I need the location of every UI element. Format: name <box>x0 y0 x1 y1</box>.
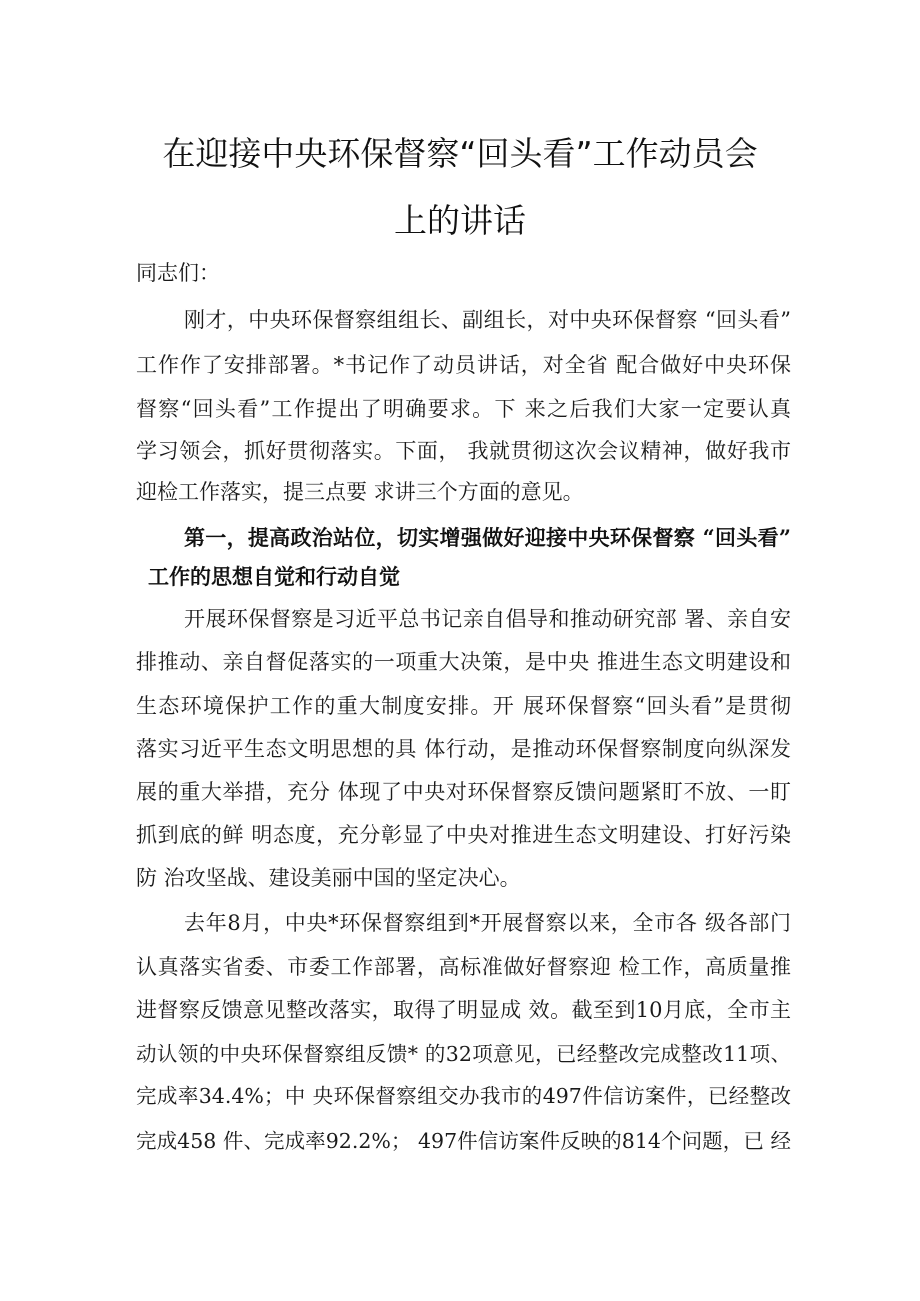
paragraph-2-line: 开展环保督察是习近平总书记亲自倡导和推动研究部 署、亲自安 <box>184 607 791 631</box>
paragraph-2-line: 落实习近平生态文明思想的具 体行动，是推动环保督察制度向纵深发 <box>136 737 791 761</box>
paragraph-3-line: 认真落实省委、市委工作部署，高标准做好督察迎 检工作，高质量推 <box>136 955 791 979</box>
paragraph-2-line: 展的重大举措，充分 体现了中央对环保督察反馈问题紧盯不放、一盯 <box>136 780 791 804</box>
document-title-line-1: 在迎接中央环保督察“回头看”工作动员会 <box>162 134 758 173</box>
paragraph-3-line: 完成458 件、完成率92.2%； 497件信访案件反映的814个问题，已 经 <box>136 1129 791 1153</box>
paragraph-1-line: 迎检工作落实，提三点要 求讲三个方面的意见。 <box>136 480 584 504</box>
paragraph-3-line: 动认领的中央环保督察组反馈* 的32项意见，已经整改完成整改11项、 <box>136 1042 791 1066</box>
paragraph-2-line: 抓到底的鲜 明态度，充分彰显了中央对推进生态文明建设、打好污染 <box>136 823 791 847</box>
paragraph-2-line: 生态环境保护工作的重大制度安排。开 展环保督察“回头看”是贯彻 <box>136 694 791 718</box>
paragraph-1-line: 督察“回头看”工作提出了明确要求。下 来之后我们大家一定要认真 <box>136 397 791 421</box>
paragraph-1-line: 工作作了安排部署。*书记作了动员讲话，对全省 配合做好中央环保 <box>136 353 791 377</box>
salutation: 同志们： <box>136 261 220 285</box>
paragraph-3-line: 完成率34.4%；中 央环保督察组交办我市的497件信访案件，已经整改 <box>136 1084 791 1108</box>
document-title-line-2: 上的讲话 <box>394 201 526 240</box>
paragraph-3-line: 去年8月，中央*环保督察组到*开展督察以来，全市各 级各部门 <box>184 911 791 935</box>
section-heading-line: 第一，提高政治站位，切实增强做好迎接中央环保督察 “回头看” <box>184 525 791 550</box>
paragraph-1-line: 刚才，中央环保督察组组长、副组长，对中央环保督察 “回头看” <box>184 308 791 332</box>
paragraph-1-line: 学习领会，抓好贯彻落实。下面， 我就贯彻这次会议精神，做好我市 <box>136 439 791 463</box>
section-heading-line: 工作的思想自觉和行动自觉 <box>148 564 400 589</box>
paragraph-3-line: 进督察反馈意见整改落实，取得了明显成 效。截至到10月底，全市主 <box>136 998 791 1022</box>
paragraph-2-line: 防 治攻坚战、建设美丽中国的坚定决心。 <box>136 866 521 890</box>
paragraph-2-line: 排推动、亲自督促落实的一项重大决策，是中央 推进生态文明建设和 <box>136 650 791 674</box>
